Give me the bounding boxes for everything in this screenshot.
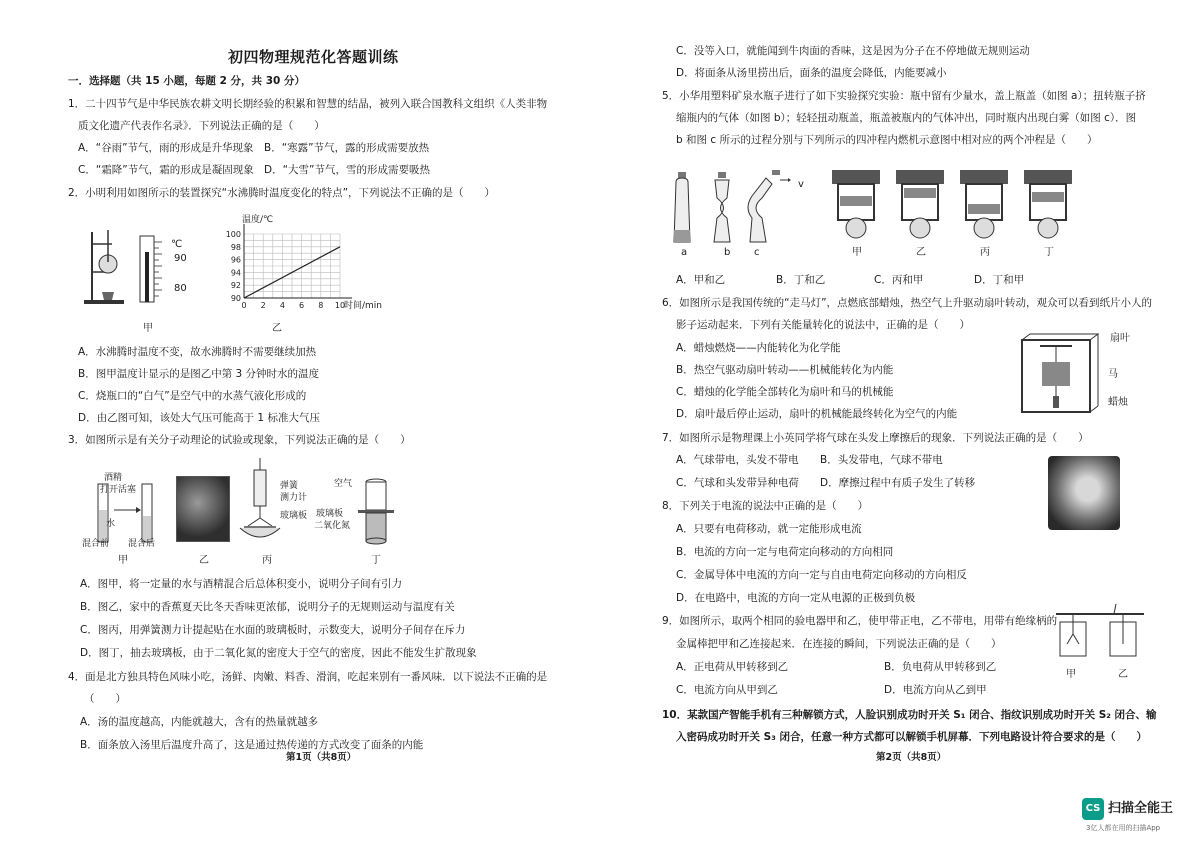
q5-option-b: B．丁和乙 <box>776 274 826 286</box>
q1-stem-line1: 1．二十四节气是中华民族农耕文明长期经验的积累和智慧的结晶，被列入联合国教科文组织《人类非物 <box>68 98 548 110</box>
bottle-b <box>714 172 730 242</box>
q6-option-a: A．蜡烛燃烧——内能转化为化学能 <box>676 342 841 354</box>
q3-option-d: D．图丁，抽去玻璃板，由于二氧化氮的密度大于空气的密度，因此不能发生扩散现象 <box>80 647 477 659</box>
scanner-logo-icon: CS <box>1082 798 1104 820</box>
q3-label-glass2: 玻璃板 <box>316 509 344 519</box>
page-1-footer: 第1页（共8页） <box>286 752 357 763</box>
q5-label-b: b <box>724 247 731 258</box>
q8-option-d: D．在电路中，电流的方向一定从电源的正极到负极 <box>676 592 916 604</box>
q9-option-c: C．电流方向从甲到乙 <box>676 684 778 696</box>
q8-option-a: A．只要有电荷移动，就一定能形成电流 <box>676 523 862 535</box>
q3-label-water: 水 <box>106 519 116 529</box>
q3-label-alcohol: 酒精 <box>104 473 123 483</box>
x-tick-label: 6 <box>299 301 305 310</box>
q3-label-spring: 弹簧 <box>280 481 299 491</box>
q5-stem-line3: b 和图 c 所示的过程分别与下列所示的四冲程内燃机示意图中相对应的两个冲程是（ ） <box>676 134 1098 146</box>
q6-label-fan: 扇叶 <box>1110 333 1130 344</box>
x-axis-label: 时间/min <box>344 301 383 311</box>
q2-fig-yi-label: 乙 <box>272 323 282 334</box>
y-tick-label: 90 <box>230 294 241 303</box>
q2-figure-apparatus <box>78 226 208 308</box>
q3-label-spring2: 测力计 <box>280 493 308 503</box>
q6-label-candle: 蜡烛 <box>1108 397 1128 408</box>
q3-stem: 3．如图所示是有关分子动理论的试验或现象，下列说法正确的是（ ） <box>68 434 411 446</box>
jar-bottom <box>366 513 386 541</box>
stand-base <box>84 300 124 304</box>
q9-label-yi: 乙 <box>1118 669 1128 680</box>
q6-option-d: D．扇叶最后停止运动，扇叶的机械能最终转化为空气的内能 <box>676 408 958 420</box>
y-tick-label: 98 <box>230 242 241 252</box>
engine-bing <box>960 170 1008 238</box>
paper-horse <box>1042 362 1070 386</box>
y-tick-label: 92 <box>230 281 241 291</box>
q3-fig-jia-label: 甲 <box>118 555 128 566</box>
q3-fig-yi-label: 乙 <box>199 555 209 566</box>
page-2-footer: 第2页（共8页） <box>876 752 947 763</box>
y-tick-label: 96 <box>230 255 241 265</box>
x-tick-label: 8 <box>318 301 324 310</box>
q8-option-b: B．电流的方向一定与电荷定向移动的方向相同 <box>676 546 894 558</box>
q5-option-a: A．甲和乙 <box>676 274 726 286</box>
q7-stem: 7．如图所示是物理课上小英同学将气球在头发上摩擦后的现象．下列说法正确的是（ ） <box>662 432 1089 444</box>
q5-fig-jia-label: 甲 <box>852 247 862 258</box>
q8-stem: 8．下列关于电流的说法中正确的是（ ） <box>662 500 869 512</box>
q2-option-b: B．图甲温度计显示的是图乙中第 3 分钟时水的温度 <box>78 368 320 380</box>
scale-body <box>254 470 266 506</box>
y-tick-label: 100 <box>225 230 241 239</box>
water-basin <box>240 528 280 537</box>
q3-label-glass: 玻璃板 <box>280 511 308 521</box>
q6-stem-line1: 6．如图所示是我国传统的“走马灯”，点燃底部蜡烛，热空气上升驱动扇叶转动，观众可以看到纸片小人的 <box>662 297 1153 309</box>
q5-stem-line2: 缩瓶内的气体（如图 b）；轻轻扭动瓶盖，瓶盖被瓶内的气体冲出，同时瓶内出现白雾（如图 c）．图 <box>676 112 1137 124</box>
q3-label-open: 打开活塞 <box>100 485 137 495</box>
q2-option-a: A．水沸腾时温度不变，故水沸腾时不需要继续加热 <box>78 346 317 358</box>
q6-label-horse: 马 <box>1108 369 1118 380</box>
q1-option-a: A．“谷雨”节气，雨的形成是升华现象 <box>78 142 254 154</box>
burner <box>102 292 114 300</box>
q3-fig-bing-label: 丙 <box>262 555 272 566</box>
q9-option-a: A．正电荷从甲转移到乙 <box>676 661 789 673</box>
scanner-slogan: 3亿人都在用的扫描App <box>1086 824 1161 832</box>
thermo-80-label: 80 <box>174 283 187 294</box>
q8-option-c: C．金属导体中电流的方向一定与自由电荷定向移动的方向相反 <box>676 569 967 581</box>
section-heading: 一．选择题（共 15 小题，每题 2 分，共 30 分） <box>68 75 305 87</box>
q3-label-air: 空气 <box>334 479 353 489</box>
q9-figure-electroscopes <box>1052 600 1148 666</box>
q7-figure-balloon-photo <box>1048 456 1120 530</box>
q5-fig-bing-label: 丙 <box>980 247 990 258</box>
engine-yi <box>896 170 944 238</box>
q3-option-a: A．图甲，将一定量的水与酒精混合后总体积变小，说明分子间有引力 <box>80 578 403 590</box>
q4-option-b: B．面条放入汤里后温度升高了，这是通过热传递的方式改变了面条的内能 <box>80 739 424 751</box>
q3-figure-diffusion <box>356 476 396 550</box>
q5-figure-bottles <box>672 168 792 248</box>
q4-option-c: C．没等入口，就能闻到牛肉面的香味，这是因为分子在不停地做无规则运动 <box>676 45 1030 57</box>
candle <box>1053 396 1059 408</box>
q6-figure-lantern <box>1012 326 1104 418</box>
q1-option-b: B．“寒露”节气，露的形成需要放热 <box>264 142 430 154</box>
x-tick-label: 10 <box>334 301 346 310</box>
q6-option-c: C．蜡烛的化学能全部转化为扇叶和马的机械能 <box>676 386 894 398</box>
q7-option-b: B．头发带电，气球不带电 <box>820 454 943 466</box>
y-axis-label: 温度/℃ <box>242 215 274 225</box>
q3-label-before: 混合前 <box>82 539 110 549</box>
q3-label-after: 混合后 <box>128 539 156 549</box>
q9-label-jia: 甲 <box>1066 669 1076 680</box>
bottle-a <box>674 172 690 242</box>
q5-figure-engines <box>826 160 1084 244</box>
thermo-unit-label: ℃ <box>171 239 183 250</box>
q10-stem-line1: 10．某款国产智能手机有三种解锁方式，人脸识别成功时开关 S₁ 闭合、指纹识别成功时开关 S₂ 闭合、输 <box>662 709 1157 721</box>
q3-option-c: C．图丙，用弹簧测力计提起贴在水面的玻璃板时，示数变大，说明分子间存在斥力 <box>80 624 466 636</box>
x-tick-label: 2 <box>260 301 266 310</box>
q2-option-c: C．烧瓶口的“白气”是空气中的水蒸气液化形成的 <box>78 390 307 402</box>
thermo-ticks <box>154 242 162 296</box>
q1-stem-line2: 质文化遗产代表作名录》．下列说法正确的是（ ） <box>78 120 325 132</box>
q7-option-a: A．气球带电，头发不带电 <box>676 454 799 466</box>
q9-stem-line2: 金属棒把甲和乙连接起来．在连接的瞬间，下列说法正确的是（ ） <box>676 638 1002 650</box>
q3-label-no2: 二氧化氮 <box>314 521 351 531</box>
q3-option-b: B．图乙，家中的香蕉夏天比冬天香味更浓郁，说明分子的无规则运动与温度有关 <box>80 601 455 613</box>
x-tick-label: 0 <box>241 301 247 310</box>
q7-option-c: C．气球和头发带异种电荷 <box>676 477 799 489</box>
q2-temperature-graph <box>212 212 383 312</box>
q3-fig-ding-label: 丁 <box>371 555 381 566</box>
q4-option-a: A．汤的温度越高，内能就越大，含有的热量就越多 <box>80 716 319 728</box>
q5-option-c: C．丙和甲 <box>874 274 924 286</box>
x-tick-label: 4 <box>279 301 285 310</box>
q1-option-c: C．“霜降”节气，霜的形成是凝固现象 <box>78 164 254 176</box>
scanner-brand: 扫描全能王 <box>1108 801 1174 816</box>
q6-option-b: B．热空气驱动扇叶转动——机械能转化为内能 <box>676 364 894 376</box>
q2-fig-jia-label: 甲 <box>143 323 153 334</box>
q4-stem-line2: （ ） <box>84 693 126 705</box>
q6-stem-line2: 影子运动起来．下列有关能量转化的说法中，正确的是（ ） <box>676 319 970 331</box>
thermo-90-label: 90 <box>174 253 187 264</box>
page-2 <box>600 0 1200 847</box>
jar-top <box>366 482 386 510</box>
q4-option-d: D．将面条从汤里捞出后，面条的温度会降低，内能要减小 <box>676 67 947 79</box>
q3-figure-spring-scale <box>240 456 280 546</box>
q2-option-d: D．由乙图可知，该处大气压可能高于 1 标准大气压 <box>78 412 320 424</box>
bottle-c <box>748 170 791 242</box>
q5-label-v: v <box>798 179 804 190</box>
q5-option-d: D．丁和甲 <box>974 274 1025 286</box>
q5-stem-line1: 5．小华用塑料矿泉水瓶子进行了如下实验探究实验：瓶中留有少量水，盖上瓶盖（如图 a）；扭转瓶子挤 <box>662 90 1146 102</box>
y-tick-label: 94 <box>230 268 241 278</box>
q9-option-b: B．负电荷从甲转移到乙 <box>884 661 997 673</box>
q4-stem-line1: 4．面是北方独具特色风味小吃，汤鲜、肉嫩、料香、滑润，吃起来别有一番风味．以下说法不正确的是 <box>68 671 548 683</box>
q5-fig-yi-label: 乙 <box>916 247 926 258</box>
engine-jia <box>832 170 880 238</box>
engine-ding <box>1024 170 1072 238</box>
q5-label-a: a <box>681 247 688 258</box>
q9-stem-line1: 9．如图所示，取两个相同的验电器甲和乙，使甲带正电，乙不带电，用带有绝缘柄的 <box>662 615 1058 627</box>
q9-option-d: D．电流方向从乙到甲 <box>884 684 987 696</box>
page-title: 初四物理规范化答题训练 <box>228 48 399 66</box>
q5-fig-ding-label: 丁 <box>1044 247 1054 258</box>
q7-option-d: D．摩擦过程中有质子发生了转移 <box>820 477 976 489</box>
scanner-watermark <box>1082 798 1194 838</box>
q2-stem: 2．小明利用如图所示的装置探究“水沸腾时温度变化的特点”，下列说法不正确的是（ ） <box>68 187 496 199</box>
q5-label-c: c <box>754 247 760 258</box>
q3-figure-banana-photo <box>176 476 230 542</box>
q1-option-d: D．“大雪”节气，雪的形成需要吸热 <box>264 164 430 176</box>
q10-stem-line2: 入密码成功时开关 S₃ 闭合，任意一种方式都可以解锁手机屏幕．下列电路设计符合要求的是（ ） <box>676 731 1147 743</box>
thermo-liquid <box>145 252 149 302</box>
